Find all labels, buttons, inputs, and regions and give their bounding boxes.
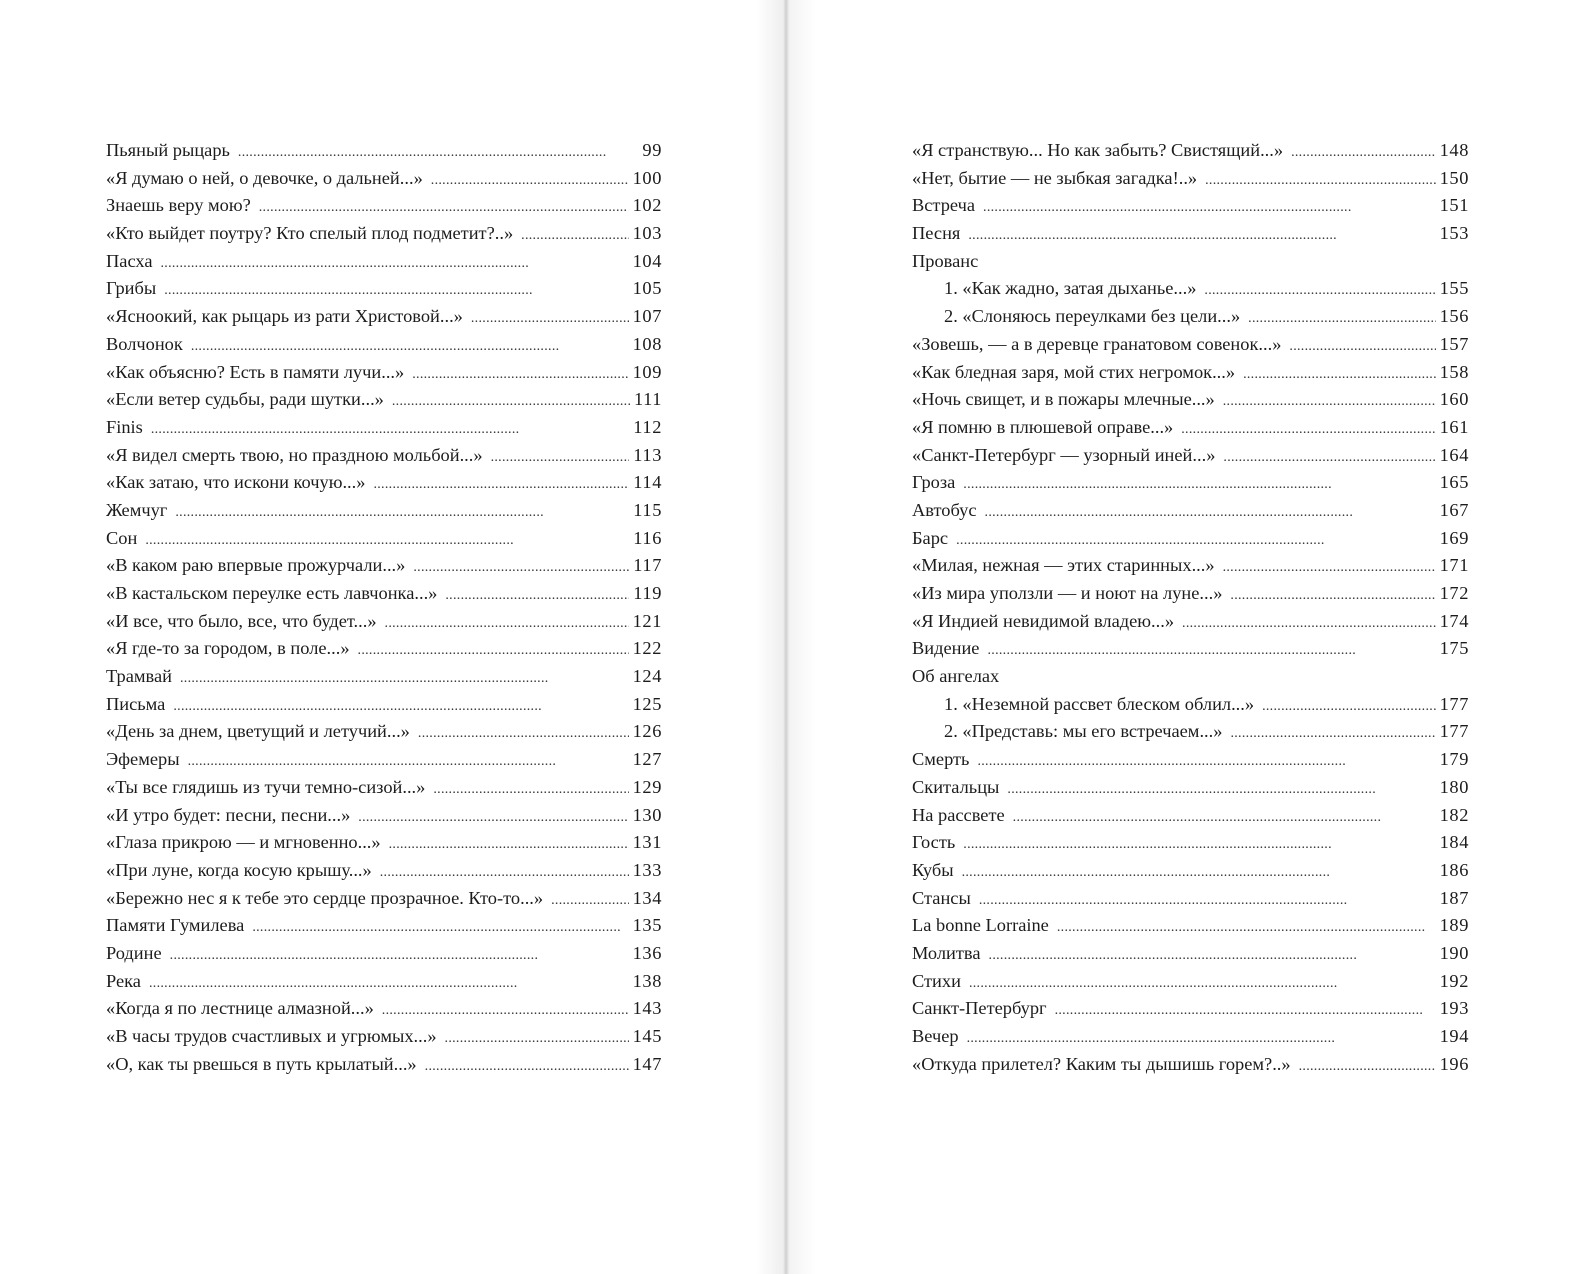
toc-page-number: 108 [632, 333, 662, 354]
toc-entry [912, 968, 1469, 996]
toc-page-number: 174 [1439, 610, 1469, 631]
toc-entry [912, 829, 1469, 857]
toc-entry [106, 912, 662, 940]
toc-dot-leader [373, 471, 629, 499]
toc-entry-title: «Откуда прилетел? Каким ты дышишь горем?..» [912, 1053, 1291, 1074]
toc-entry-title: «Милая, нежная — этих старинных...» [912, 555, 1215, 576]
toc-entry-title: «Из мира уползли — и ноют на луне...» [912, 583, 1223, 603]
toc-page-number: 104 [632, 250, 662, 271]
toc-entry-title: Эфемеры [106, 749, 180, 770]
toc-entry-title: Об ангелах [912, 666, 1000, 687]
toc-entry-title: Прованс [912, 250, 979, 271]
toc-page-number: 160 [1439, 389, 1469, 410]
toc-entry-title: «В каком раю впервые прожурчали...» [106, 555, 406, 576]
toc-entry [912, 248, 1469, 276]
toc-entry [106, 469, 662, 497]
toc-page-number: 119 [633, 583, 662, 603]
toc-entry [106, 442, 662, 470]
toc-page-number: 175 [1439, 638, 1469, 659]
toc-entry [106, 802, 662, 830]
toc-entry [106, 940, 662, 968]
toc-dot-leader [1223, 388, 1436, 416]
toc-entry [912, 718, 1469, 746]
toc-page-number: 102 [632, 195, 662, 216]
toc-entry [912, 525, 1469, 553]
toc-dot-leader [1291, 139, 1436, 167]
toc-entry-title: Песня [912, 223, 961, 244]
toc-dot-leader [551, 887, 629, 915]
toc-dot-leader [491, 444, 630, 472]
toc-dot-leader [389, 831, 629, 859]
toc-dot-leader [433, 776, 628, 804]
toc-entry-title: «Как затаю, что искони кочую...» [106, 472, 366, 493]
toc-entry [106, 995, 662, 1023]
toc-entry-title: Памяти Гумилева [106, 915, 245, 936]
toc-page-number: 143 [632, 998, 662, 1019]
toc-entry [912, 137, 1469, 165]
toc-entry-title: «День за днем, цветущий и летучий...» [106, 721, 410, 742]
toc-entry [106, 635, 662, 663]
right-page-toc [912, 137, 1469, 1078]
toc-entry-title: «Я думаю о ней, о девочке, о дальней...» [106, 167, 423, 188]
toc-entry-title: «Я видел смерть твою, но праздною мольбой...» [106, 444, 483, 465]
toc-entry-title: «Нет, бытие — не зыбкая загадка!..» [912, 167, 1198, 188]
toc-dot-leader [987, 637, 1435, 665]
toc-page-number: 100 [632, 167, 662, 188]
toc-entry [912, 220, 1469, 248]
toc-dot-leader [191, 333, 629, 361]
toc-entry [912, 275, 1469, 303]
toc-dot-leader [151, 416, 629, 444]
toc-entry-title: Гроза [912, 472, 956, 493]
toc-entry-title: 1. «Неземной рассвет блеском облил...» [944, 693, 1255, 714]
toc-dot-leader [963, 831, 1435, 859]
toc-page-number: 135 [632, 915, 662, 936]
toc-dot-leader [358, 637, 629, 665]
toc-page-number: 193 [1439, 998, 1469, 1019]
toc-dot-leader [1013, 804, 1436, 832]
toc-entry [106, 220, 662, 248]
toc-dot-leader [160, 250, 628, 278]
toc-page-number: 151 [1439, 195, 1469, 216]
toc-entry-title: Автобус [912, 499, 977, 520]
toc-dot-leader [445, 582, 629, 610]
toc-dot-leader [380, 859, 629, 887]
toc-entry-title: Стихи [912, 970, 961, 991]
toc-dot-leader [180, 665, 629, 693]
toc-entry [106, 885, 662, 913]
toc-entry-title: Вечер [912, 1026, 959, 1046]
toc-page-number: 180 [1439, 776, 1469, 797]
toc-entry [912, 414, 1469, 442]
toc-entry-title: 2. «Слоняюсь переулками без цели...» [944, 306, 1241, 327]
toc-dot-leader [1204, 277, 1435, 305]
toc-dot-leader [967, 1025, 1436, 1053]
toc-page-number: 157 [1439, 333, 1469, 354]
toc-entry-title: Грибы [106, 278, 157, 299]
toc-page-number: 177 [1439, 721, 1469, 742]
toc-entry-title: Жемчуг [106, 499, 168, 520]
toc-dot-leader [1230, 582, 1435, 610]
toc-dot-leader [977, 748, 1435, 776]
toc-dot-leader [521, 222, 628, 250]
toc-entry [912, 1023, 1469, 1051]
toc-dot-leader [963, 471, 1435, 499]
toc-dot-leader [385, 610, 629, 638]
toc-entry [912, 691, 1469, 719]
toc-page-number: 117 [633, 555, 662, 576]
toc-dot-leader [983, 194, 1436, 222]
toc-dot-leader [968, 222, 1435, 250]
toc-entry-title: Волчонок [106, 333, 183, 354]
toc-entry [912, 552, 1469, 580]
toc-page-number: 155 [1439, 278, 1469, 299]
toc-dot-leader [1181, 416, 1435, 444]
toc-page-number: 133 [632, 859, 662, 880]
toc-page-number: 115 [633, 499, 662, 520]
toc-dot-leader [425, 1053, 629, 1081]
toc-page-number: 130 [632, 804, 662, 825]
toc-entry [912, 580, 1469, 608]
toc-entry-title: Сон [106, 527, 138, 548]
toc-dot-leader [1230, 720, 1435, 748]
toc-dot-leader [1223, 444, 1435, 472]
toc-entry-title: «Санкт-Петербург — узорный иней...» [912, 444, 1216, 465]
toc-dot-leader [1007, 776, 1435, 804]
toc-dot-leader [1182, 610, 1436, 638]
toc-page-number: 129 [632, 776, 662, 797]
toc-page-number: 156 [1439, 306, 1469, 327]
toc-entry-title: «И все, что было, все, что будет...» [106, 610, 377, 631]
toc-entry [912, 995, 1469, 1023]
toc-page-number: 161 [1439, 416, 1469, 437]
toc-entry-title: «Ночь свищет, и в пожары млечные...» [912, 389, 1215, 410]
toc-entry [106, 552, 662, 580]
toc-entry-title: «Кто выйдет поутру? Кто спелый плод подметит?..» [106, 223, 514, 244]
toc-page-number: 116 [633, 527, 662, 548]
toc-dot-leader [1055, 997, 1436, 1025]
toc-dot-leader [1223, 554, 1436, 582]
toc-dot-leader [985, 499, 1436, 527]
left-page-toc [106, 137, 662, 1078]
toc-page-number: 122 [632, 638, 662, 659]
toc-page-number: 192 [1439, 970, 1469, 991]
toc-entry [106, 525, 662, 553]
toc-entry-title: Стансы [912, 887, 971, 908]
toc-page-number: 103 [632, 223, 662, 244]
toc-entry [106, 1023, 662, 1051]
toc-page-number: 112 [633, 416, 662, 437]
toc-entry [106, 968, 662, 996]
toc-entry [912, 469, 1469, 497]
toc-dot-leader [238, 139, 639, 167]
toc-page-number: 182 [1439, 804, 1469, 825]
toc-dot-leader [1299, 1053, 1436, 1081]
toc-dot-leader [431, 167, 629, 195]
toc-entry [106, 386, 662, 414]
toc-dot-leader [1057, 914, 1436, 942]
toc-entry [106, 691, 662, 719]
toc-entry-title: «О, как ты рвешься в путь крылатый...» [106, 1053, 417, 1074]
toc-entry [912, 165, 1469, 193]
toc-page-number: 172 [1439, 583, 1469, 603]
toc-page-number: 134 [632, 887, 662, 908]
toc-page-number: 113 [633, 444, 662, 465]
toc-entry-title: «Ты все глядишь из тучи темно-сизой...» [106, 776, 426, 797]
toc-entry-title: Видение [912, 638, 980, 659]
toc-entry-title: «Как объясню? Есть в памяти лучи...» [106, 361, 405, 382]
toc-page-number: 136 [632, 942, 662, 963]
toc-page-number: 145 [632, 1026, 662, 1046]
toc-page-number: 167 [1439, 499, 1469, 520]
toc-page-number: 179 [1439, 749, 1469, 770]
toc-dot-leader [1262, 693, 1436, 721]
toc-entry [912, 857, 1469, 885]
toc-entry-title: «Бережно нес я к тебе это сердце прозрачное. Кто-то...» [106, 887, 544, 908]
toc-dot-leader [1289, 333, 1435, 361]
toc-entry [106, 165, 662, 193]
toc-page-number: 124 [632, 666, 662, 687]
toc-entry [106, 746, 662, 774]
toc-entry-title: «Если ветер судьбы, ради шутки...» [106, 389, 384, 410]
toc-entry-title: «Я странствую... Но как забыть? Свистящий...» [912, 140, 1284, 160]
toc-entry-title: Родине [106, 942, 162, 963]
toc-dot-leader [418, 720, 629, 748]
toc-entry-title: «Я помню в плюшевой оправе...» [912, 416, 1174, 437]
toc-page-number: 196 [1439, 1053, 1469, 1074]
toc-entry [912, 885, 1469, 913]
toc-dot-leader [259, 194, 629, 222]
toc-page-number: 105 [632, 278, 662, 299]
toc-entry [106, 718, 662, 746]
toc-page-number: 107 [632, 306, 662, 327]
toc-page-number: 111 [633, 389, 662, 410]
toc-page-number: 127 [632, 749, 662, 770]
toc-entry-title: Гость [912, 832, 956, 853]
toc-entry-title: «Когда я по лестнице алмазной...» [106, 998, 374, 1019]
toc-dot-leader [188, 748, 629, 776]
toc-page-number: 150 [1439, 167, 1469, 188]
toc-entry [912, 192, 1469, 220]
toc-entry [106, 829, 662, 857]
toc-entry-title: «Зовешь, — а в деревце гранатовом совенок...» [912, 333, 1282, 354]
toc-entry [912, 442, 1469, 470]
toc-dot-leader [1248, 305, 1435, 333]
toc-entry-title: «В кастальском переулке есть лавчонка...» [106, 583, 438, 603]
toc-entry [106, 497, 662, 525]
toc-dot-leader [252, 914, 628, 942]
toc-entry-title: «Глаза прикрою — и мгновенно...» [106, 832, 381, 853]
toc-page-number: 99 [642, 140, 662, 160]
toc-page-number: 177 [1439, 693, 1469, 714]
toc-entry-title: «Я где-то за городом, в поле...» [106, 638, 350, 659]
toc-page-number: 190 [1439, 942, 1469, 963]
toc-entry [106, 608, 662, 636]
toc-entry [106, 857, 662, 885]
toc-dot-leader [962, 859, 1436, 887]
toc-dot-leader [1243, 361, 1436, 389]
toc-entry-title: Санкт-Петербург [912, 998, 1047, 1019]
toc-dot-leader [164, 277, 628, 305]
toc-dot-leader [413, 554, 629, 582]
toc-dot-leader [170, 942, 629, 970]
toc-entry [912, 359, 1469, 387]
toc-entry-title: Молитва [912, 942, 981, 963]
toc-dot-leader [175, 499, 629, 527]
toc-entry [912, 608, 1469, 636]
toc-entry-title: Пасха [106, 250, 153, 271]
toc-entry-title: Скитальцы [912, 776, 1000, 797]
toc-entry-title: Знаешь веру мою? [106, 195, 251, 216]
toc-dot-leader [956, 527, 1436, 555]
toc-entry [912, 802, 1469, 830]
toc-entry [106, 359, 662, 387]
toc-entry-title: Письма [106, 693, 166, 714]
book-gutter [756, 0, 816, 1274]
toc-entry [106, 331, 662, 359]
toc-entry [912, 746, 1469, 774]
toc-entry-title: Смерть [912, 749, 970, 770]
toc-dot-leader [989, 942, 1436, 970]
toc-entry [106, 192, 662, 220]
toc-dot-leader [382, 997, 629, 1025]
toc-page-number: 138 [632, 970, 662, 991]
toc-entry [912, 303, 1469, 331]
toc-dot-leader [412, 361, 628, 389]
toc-page-number: 131 [632, 832, 662, 853]
toc-page-number: 169 [1439, 527, 1469, 548]
toc-page-number: 126 [632, 721, 662, 742]
toc-dot-leader [979, 887, 1436, 915]
toc-dot-leader [392, 388, 630, 416]
toc-entry-title: «Я Индией невидимой владею...» [912, 610, 1175, 631]
toc-entry-title: Кубы [912, 859, 954, 880]
toc-dot-leader [1205, 167, 1436, 195]
toc-entry [912, 774, 1469, 802]
toc-entry [106, 248, 662, 276]
toc-entry-title: Встреча [912, 195, 976, 216]
toc-dot-leader [969, 970, 1436, 998]
toc-entry [912, 635, 1469, 663]
toc-page-number: 153 [1439, 223, 1469, 244]
toc-entry [106, 580, 662, 608]
toc-dot-leader [445, 1025, 629, 1053]
toc-page-number: 186 [1439, 859, 1469, 880]
toc-dot-leader [173, 693, 628, 721]
toc-dot-leader [145, 527, 629, 555]
toc-entry-title: Трамвай [106, 666, 172, 687]
toc-entry-title: «И утро будет: песни, песни...» [106, 804, 351, 825]
toc-page-number: 121 [632, 610, 662, 631]
toc-entry-title: 2. «Представь: мы его встречаем...» [944, 721, 1223, 742]
toc-entry-title: Finis [106, 416, 143, 437]
toc-page-number: 158 [1439, 361, 1469, 382]
toc-page-number: 194 [1439, 1026, 1469, 1046]
toc-entry-title: Барс [912, 527, 949, 548]
toc-entry [912, 663, 1469, 691]
toc-entry [106, 1051, 662, 1079]
toc-entry-title: «Как бледная заря, мой стих негромок...» [912, 361, 1236, 382]
toc-entry [106, 137, 662, 165]
toc-page-number: 148 [1439, 140, 1469, 160]
toc-entry [912, 497, 1469, 525]
toc-page-number: 147 [632, 1053, 662, 1074]
toc-page-number: 109 [632, 361, 662, 382]
toc-entry [912, 386, 1469, 414]
toc-entry-title: La bonne Lorraine [912, 915, 1049, 936]
toc-page-number: 171 [1439, 555, 1469, 576]
toc-entry-title: Река [106, 970, 141, 991]
toc-entry-title: «Ясноокий, как рыцарь из рати Христовой...» [106, 306, 463, 327]
toc-entry [912, 331, 1469, 359]
toc-entry [106, 303, 662, 331]
toc-entry-title: 1. «Как жадно, затая дыханье...» [944, 278, 1197, 299]
toc-entry [912, 940, 1469, 968]
toc-entry-title: «В часы трудов счастливых и угрюмых...» [106, 1026, 437, 1046]
toc-entry [912, 1051, 1469, 1079]
toc-page-number: 165 [1439, 472, 1469, 493]
toc-entry-title: На рассвете [912, 804, 1005, 825]
toc-page-number: 189 [1439, 915, 1469, 936]
toc-dot-leader [149, 970, 629, 998]
toc-entry-title: «При луне, когда косую крышу...» [106, 859, 372, 880]
toc-page-number: 114 [633, 472, 662, 493]
toc-dot-leader [358, 804, 628, 832]
toc-entry [106, 275, 662, 303]
toc-entry-title: Пьяный рыцарь [106, 140, 230, 160]
toc-page-number: 164 [1439, 444, 1469, 465]
toc-entry [106, 414, 662, 442]
toc-page-number: 184 [1439, 832, 1469, 853]
toc-dot-leader [471, 305, 629, 333]
toc-page-number: 187 [1439, 887, 1469, 908]
toc-entry [106, 774, 662, 802]
toc-entry [106, 663, 662, 691]
toc-page-number: 125 [632, 693, 662, 714]
toc-entry [912, 912, 1469, 940]
